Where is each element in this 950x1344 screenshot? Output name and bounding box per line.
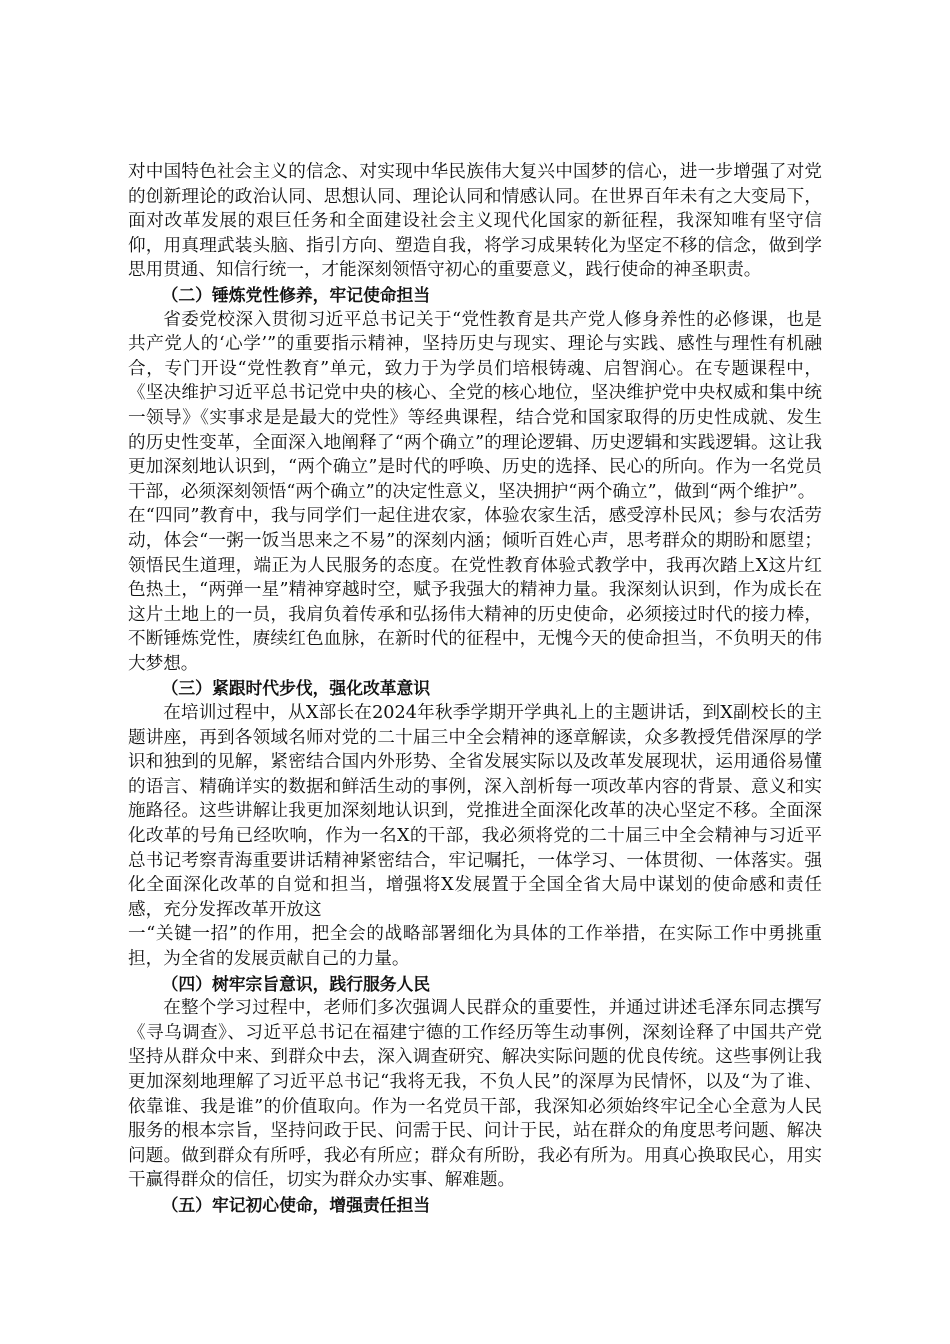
paragraph-serve-people: 在整个学习过程中，老师们多次强调人民群众的重要性，并通过讲述毛泽东同志撰写《寻乌调查》、习近平总书记在福建宁德的工作经历等生动事例，深刻诠释了中国共产党坚持从群众中来、到群众中去，深入调查研究、解决实际问题的优良传统。这些事例让我更加深刻地理解了习近平总书记“我将无我，不负人民”的深厚为民情怀，以及“为了谁、依靠谁、我是谁”的价值取向。作为一名党员干部，我深知必须始终牢记全心全意为人民服务的根本宗旨，坚持问政于民、问需于民、问计于民，站在群众的角度思考问题、解决问题。做到群众有所呼，我必有所应；群众有所盼，我必有所为。用真心换取民心，用实干赢得群众的信任，切实为群众办实事、解难题。 (128, 998, 822, 1191)
document-body (128, 160, 822, 1218)
paragraph-four-same-education: 在“四同”教育中，我与同学们一起住进农家，体验农家生活，感受淳朴民风；参与农活劳动，体会“一粥一饭当思来之不易”的深刻内涵；倾听百姓心声，思考群众的期盼和愿望；领悟民生道理，端正为人民服务的态度。在党性教育体验式教学中，我再次踏上X这片红色热土，“两弹一星”精神穿越时空，赋予我强大的精神力量。我深刻认识到，作为成长在这片土地上的一员，我肩负着传承和弘扬伟大精神的历史使命，必须接过时代的接力棒，不断锤炼党性，赓续红色血脉，在新时代的征程中，无愧今天的使命担当，不负明天的伟大梦想。 (128, 506, 822, 674)
section-heading-3: （三）紧跟时代步伐，强化改革意识 (161, 678, 431, 699)
paragraph-faith-conclusion: 对中国特色社会主义的信念、对实现中华民族伟大复兴中国梦的信心，进一步增强了对党的创新理论的政治认同、思想认同、理论认同和情感认同。在世界百年未有之大变局下，面对改革发展的艰巨任务和全面建设社会主义现代化国家的新征程，我深知唯有坚守信仰，用真理武装头脑、指引方向、塑造自我，将学习成果转化为坚定不移的信念，做到学思用贯通、知信行统一，才能深刻领悟守初心的重要意义，践行使命的神圣职责。 (128, 162, 822, 281)
section-heading-5: （五）牢记初心使命，增强责任担当 (161, 1194, 431, 1215)
section-heading-2: （二）锤炼党性修养，牢记使命担当 (161, 284, 431, 305)
paragraph-party-education: 省委党校深入贯彻习近平总书记关于“党性教育是共产党人修身养性的必修课，也是共产党人的‘心学’”的重要指示精神，坚持历史与现实、理论与实践、感性与理性有机融合，专门开设“党性教育”单元，致力于为学员们培根铸魂、启智润心。在专题课程中，《坚决维护习近平总书记党中央的核心、全党的核心地位，坚决维护党中央权威和集中统一领导》《实事求是是最大的党性》等经典课程，结合党和国家取得的历史性成就、发生的历史性变革，全面深入地阐释了“两个确立”的理论逻辑、历史逻辑和实践逻辑。这让我更加深刻地认识到，“两个确立”是时代的呼唤、历史的选择、民心的所向。作为一名党员干部，必须深刻领悟“两个确立”的决定性意义，坚决拥护“两个确立”，做到“两个维护”。 (128, 309, 822, 502)
paragraph-reform-continuation: 一“关键一招”的作用，把全会的战略部署细化为具体的工作举措，在实际工作中勇挑重担，为全省的发展贡献自己的力量。 (128, 924, 822, 969)
section-heading-4: （四）树牢宗旨意识，践行服务人民 (161, 973, 431, 994)
paragraph-reform-training: 在培训过程中，从X部长在2024年秋季学期开学典礼上的主题讲话，到X副校长的主题讲座，再到各领域名师对党的二十届三中全会精神的逐章解读，众多教授凭借深厚的学识和独到的见解，紧密结合国内外形势、全省发展实际以及改革发展现状，运用通俗易懂的语言、精确详实的数据和鲜活生动的事例，深入剖析每一项改革内容的背景、意义和实施路径。这些讲解让我更加深刻地认识到，党推进全面深化改革的决心坚定不移。全面深化改革的号角已经吹响，作为一名X的干部，我必须将党的二十届三中全会精神与习近平总书记考察青海重要讲话精神紧密结合，牢记嘱托，一体学习、一体贯彻、一体落实。强化全面深化改革的自觉和担当，增强将X发展置于全国全省大局中谋划的使命感和责任感，充分发挥改革开放这 (128, 703, 822, 920)
